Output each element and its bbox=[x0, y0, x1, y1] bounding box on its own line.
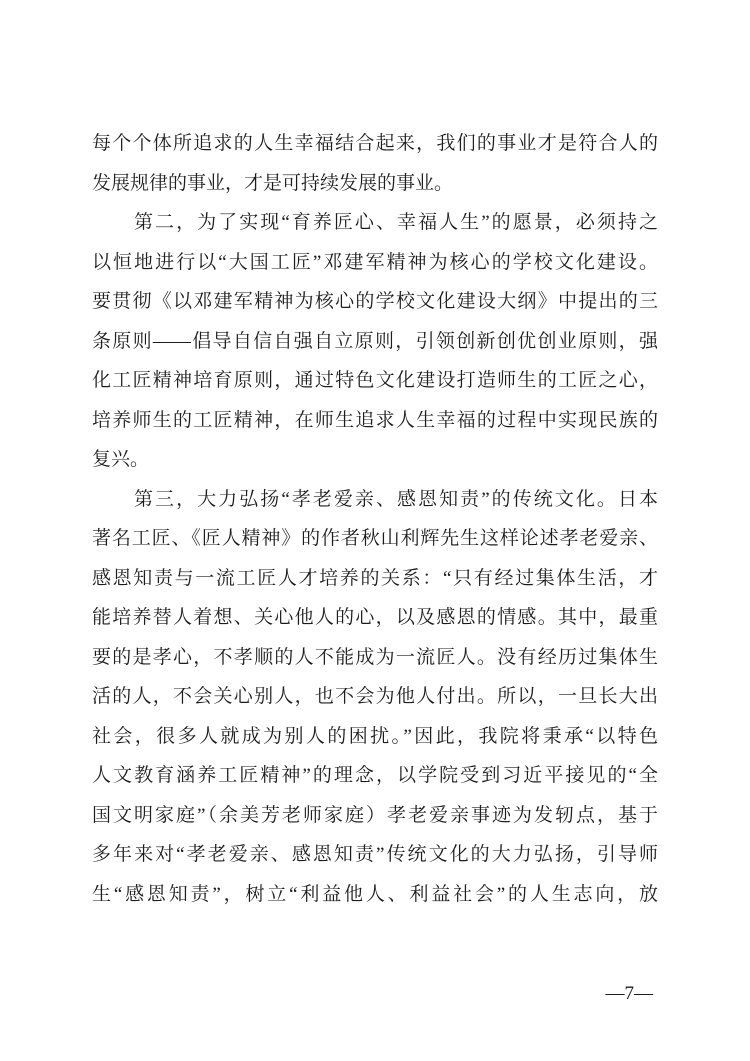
document-line: 每个个体所追求的人生幸福结合起来，我们的事业才是符合人的 bbox=[92, 133, 658, 154]
document-line: 能培养替人着想、关心他人的心，以及感恩的情感。其中，最重 bbox=[92, 607, 658, 628]
document-line: 培养师生的工匠精神，在师生追求人生幸福的过程中实现民族的 bbox=[92, 409, 658, 431]
document-line: 社会，很多人就成为别人的困扰。”因此，我院将秉承“以特色 bbox=[92, 725, 658, 747]
document-line: 第二，为了实现“育养匠心、幸福人生”的愿景，必须持之 bbox=[134, 212, 658, 233]
document-line: 生“感恩知责”，树立“利益他人、利益社会”的人生志向，放 bbox=[92, 883, 658, 905]
document-line: 发展规律的事业，才是可持续发展的事业。 bbox=[92, 172, 454, 194]
document-line: 以恒地进行以“大国工匠”邓建军精神为核心的学校文化建设。 bbox=[92, 251, 658, 273]
document-line: 感恩知责与一流工匠人才培养的关系：“只有经过集体生活，才 bbox=[92, 567, 658, 589]
document-line: 化工匠精神培育原则，通过特色文化建设打造师生的工匠之心， bbox=[92, 370, 658, 391]
document-line: 要的是孝心，不孝顺的人不能成为一流匠人。没有经历过集体生 bbox=[92, 646, 658, 668]
document-line: 人文教育涵养工匠精神”的理念，以学院受到习近平接见的“全 bbox=[92, 765, 658, 786]
page-number: —7— bbox=[605, 983, 653, 1004]
document-line: 活的人，不会关心别人，也不会为他人付出。所以，一旦长大出 bbox=[92, 686, 658, 707]
document-line: 国文明家庭”（余美芳老师家庭）孝老爱亲事迹为发轫点，基于 bbox=[92, 804, 658, 826]
document-line: 多年来对“孝老爱亲、感恩知责”传统文化的大力弘扬，引导师 bbox=[92, 844, 658, 865]
document-line: 著名工匠、《匠人精神》的作者秋山利辉先生这样论述孝老爱亲、 bbox=[92, 528, 658, 549]
document-line: 复兴。 bbox=[92, 449, 150, 470]
document-line: 第三，大力弘扬“孝老爱亲、感恩知责”的传统文化。日本 bbox=[134, 488, 658, 510]
document-line: 条原则——倡导自信自强自立原则，引领创新创优创业原则，强 bbox=[92, 330, 658, 352]
document-line: 要贯彻《以邓建军精神为核心的学校文化建设大纲》中提出的三 bbox=[92, 291, 658, 312]
document-body-text bbox=[92, 124, 658, 914]
